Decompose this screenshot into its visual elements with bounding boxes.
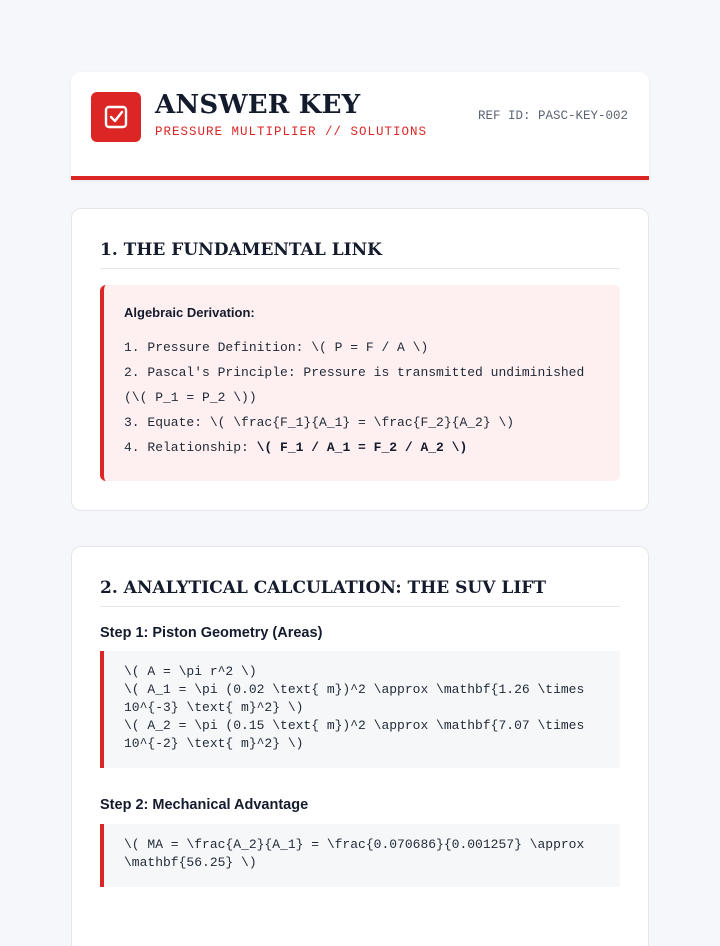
step2-code-block: \( MA = \frac{A_2}{A_1} = \frac{0.070686}{0.001257} \approx \mathbf{56.25} \) [100,824,620,887]
step1-title: Step 1: Piston Geometry (Areas) [100,625,323,641]
step1-code-block: \( A = \pi r^2 \) \( A_1 = \pi (0.02 \text{ m})^2 \approx \mathbf{1.26 \times 10^{-3} \text{ m}^2} \) \( A_2 = \pi (0.15 \text{ m})^2 \approx \mathbf{7.07 \times 10^{-2} \text{ m}^2} \) [100,651,620,768]
section-title: 1. THE FUNDAMENTAL LINK [100,240,620,269]
section-title: 2. ANALYTICAL CALCULATION: THE SUV LIFT [100,578,620,607]
derivation-box [100,285,620,481]
header-card [71,72,649,180]
section-analytical-calculation [71,546,649,946]
ref-id: REF ID: PASC-KEY-002 [477,109,628,123]
derivation-line: 3. Equate: \( \frac{F_1}{A_1} = \frac{F_2}{A_2} \) [124,415,515,430]
derivation-line [124,435,600,460]
derivation-line: 1. Pressure Definition: \( P = F / A \) [124,340,429,355]
relationship-formula: \( F_1 / A_1 = F_2 / A_2 \) [256,440,468,455]
derivation-heading: Algebraic Derivation: [124,305,255,320]
step2-title: Step 2: Mechanical Advantage [100,797,309,813]
relationship-label: 4. Relationship: [124,440,257,455]
section-fundamental-link [71,208,649,511]
page-subtitle: PRESSURE MULTIPLIER // SOLUTIONS [155,125,428,139]
checkbox-icon [91,92,141,142]
page-title: ANSWER KEY [155,90,361,120]
derivation-line: 2. Pascal's Principle: Pressure is transmitted undiminished (\( P_1 = P_2 \)) [124,365,585,405]
